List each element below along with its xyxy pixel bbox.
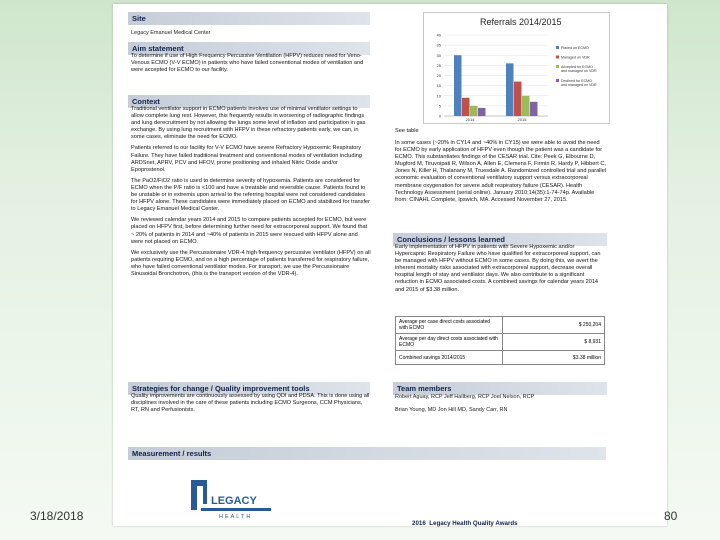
site-header: Site: [128, 12, 370, 25]
aim-text: To determine if use of High Frequency Percussive Ventilation (HFPV) reduces need for Veno-Venous ECMO (V-V ECMO) in patients who have failed conventional modes of ventilation and were accepted for ECMO to our facility.: [131, 53, 364, 74]
slide-page-number: 80: [664, 509, 678, 523]
logo-mark: [189, 476, 276, 520]
legacy-logo: [189, 476, 276, 520]
context-p5: We exclusively use the Percussionaire VDR-4 high frequency percussive ventilator (HFPV) on all patients requiring ECMO, and on a high percentage of patients transferred for respiratory failure, who have failed conventional ventilator modes. For transport, we use the Percussionaire Sinusoidal Bronchotron, (this is the transport version of the VDR-4).: [131, 249, 371, 277]
team-line1: Robert Aguay, RCP Jeff Hallberg, RCP Joel Nelson, RCP: [395, 394, 535, 400]
conclusions-text: Early implementation of HFPV in patients with Severe Hypoxemic and/or Hypercapnic Respiratory Failure who have qualified for extracorporeal support, can be managed with HFPV without ECMO in some cases. By doing this, we avert the inherent mortality risks associated with extracorporeal support, decrease overall hospital length of stay and ventilator days. We also contribute to a significant reduction in ECMO associated costs. A combined savings for calendar years 2014 and 2015 of $3.38 million.: [395, 244, 601, 293]
chart-ytick-label: 35: [436, 42, 441, 48]
context-p4: We reviewed calendar years 2014 and 2015 to compare patients accepted for ECMO, but were placed on HFPV first, before determining further need for extracorporeal support. We found that ~ 20% of patients in 2014 and ~40% of patients in 2015 were rescued with HFPV alone and were not placed on ECMO.: [131, 217, 368, 245]
aim-header: Aim statement: [128, 42, 370, 55]
chart-title: Referrals 2014/2015: [480, 17, 562, 27]
slide-date: 3/18/2018: [30, 509, 84, 523]
chart-bar: [514, 82, 522, 116]
awards-caption: [412, 520, 518, 527]
chart-ytick-label: 20: [436, 73, 441, 78]
legend-swatch: [556, 79, 559, 82]
measurement-header: Measurement / results: [128, 447, 606, 460]
see-table-label: See table: [395, 128, 419, 134]
context-p1: Traditional ventilator support in ECMO patients involves use of minimal ventilator settings to allow complete lung rest. However, this frequently results in worsening of radiographic findings and lung derecruitment by not allowing the lungs some level of inflation and participation in gas exchange. By using lung recruitment with HFPV in these refractory patients early, we can, in some cases, eliminate the need for ECMO.: [131, 106, 366, 141]
chart-ytick-label: 5: [438, 103, 441, 109]
context-text: [131, 106, 371, 282]
chart-svg: [424, 13, 609, 123]
legend-label: Managed on VDR: [561, 55, 590, 60]
cost-value: $ 8,931: [503, 334, 605, 351]
chart-ytick-label: 40: [436, 32, 441, 38]
chart-bar: [462, 98, 470, 116]
chart-ytick-label: 25: [436, 62, 441, 68]
chart-bar: [470, 106, 478, 116]
chart-xtick-label: 2015: [517, 117, 527, 122]
legend-swatch: [556, 65, 559, 68]
chart-ytick-label: 30: [436, 52, 441, 58]
legend-label: Placed on ECMO: [561, 46, 589, 50]
chart-ytick-label: 15: [436, 83, 441, 89]
legend-swatch: [556, 46, 559, 49]
legend-label: Accepted for ECMO and managed on VDR: [561, 65, 597, 74]
cost-label: Combined savings 2014/2015: [396, 351, 503, 365]
chart-bar: [530, 102, 538, 116]
chart-bar: [454, 55, 462, 116]
cost-table: [395, 316, 605, 365]
team-header: Team members: [393, 382, 607, 395]
table-row: [396, 351, 605, 365]
cost-label: Average per day direct costs associated with ECMO: [396, 334, 503, 351]
strategies-text: Quality improvements are continuously assessed by using QDI and PDSA. This is done using all disciplines involved in the care of these patients including ECMO Surgeons, CCM Physicians, RT, RN and Perfusionists.: [131, 393, 370, 414]
cost-value: $ 250,204: [503, 317, 605, 334]
cost-value: $3.38 million: [503, 351, 605, 365]
context-p2: Patients referred to our facility for V-V ECMO have severe Refractory Hypoxemic Respiratory Failure. They have failed traditional treatment and conventional modes of ventilation including ARDSnet, APRV, PCV and HFOV, prone positioning and inhaled Nitric Oxide and/or Epoprostenol.: [131, 145, 362, 173]
legend-swatch: [556, 56, 559, 59]
table-row: [396, 317, 605, 334]
context-p3: The PaO2/FiO2 ratio is used to determine severity of hypoxemia. Patients are considered for ECMO when the P/F ratio is <100 and have a treatable and reversible cause. Patients found to be unstable or in extremis upon arrival to the referring hospital were not considered candidates for HFPV alone. These candidates were immediately placed on ECMO and stabilized for transfer to Legacy Emanuel Medical Center.: [131, 177, 370, 213]
results-text: In some cases (~20% in CY14 and ~40% in CY15) we were able to avoid the need for ECMO by early application of HFPV even though the patient was a candidate for ECMO. This substantiates findings of the CESAR trial. Cite: Peek G, Elbourne D, Mugford M, Tiruvoipati R, Wilson A, Allen E, Clemens F, Firmin R, Hardy P, Hibbert C, Jones N, Killer H, Thalanany M, Truesdale A. Randomized controlled trial and parallel economic evaluation of conventional ventilatory support versus extracorporeal membrane oxygenation for severe adult respiratory failure (CESAR). Health Technology Assessment (serial online). January 2010;14(35):1-74-74p. Available from: CINAHL Complete, Ipswich, MA. Accessed November 27, 2015.: [395, 140, 607, 203]
cost-label: Average per case direct costs associated with ECMO: [396, 317, 503, 334]
site-value: Legacy Emanuel Medical Center: [131, 30, 211, 36]
conclusions-header: Conclusions / lessons learned: [393, 233, 607, 246]
logo-name: LEGACY: [211, 495, 257, 507]
team-line2: Brian Young, MD Jon Hill MD, Sandy Carr, RN: [395, 407, 508, 413]
referrals-chart: [423, 12, 610, 124]
logo-sub: HEALTH: [219, 514, 253, 520]
legend-label: Declined for ECMO and managed on VDR: [561, 79, 597, 88]
context-header: Context: [128, 95, 370, 108]
chart-bar: [478, 108, 486, 116]
awards-year: 2016: [412, 520, 426, 527]
chart-ytick-label: 10: [436, 93, 441, 99]
chart-xtick-label: 2014: [465, 117, 475, 122]
table-row: [396, 334, 605, 351]
chart-ytick-label: 0: [438, 113, 441, 119]
strategies-header: Strategies for change / Quality improvement tools: [128, 382, 370, 395]
awards-text: Legacy Health Quality Awards: [429, 520, 518, 527]
chart-bar: [522, 96, 530, 116]
chart-bar: [506, 63, 514, 116]
